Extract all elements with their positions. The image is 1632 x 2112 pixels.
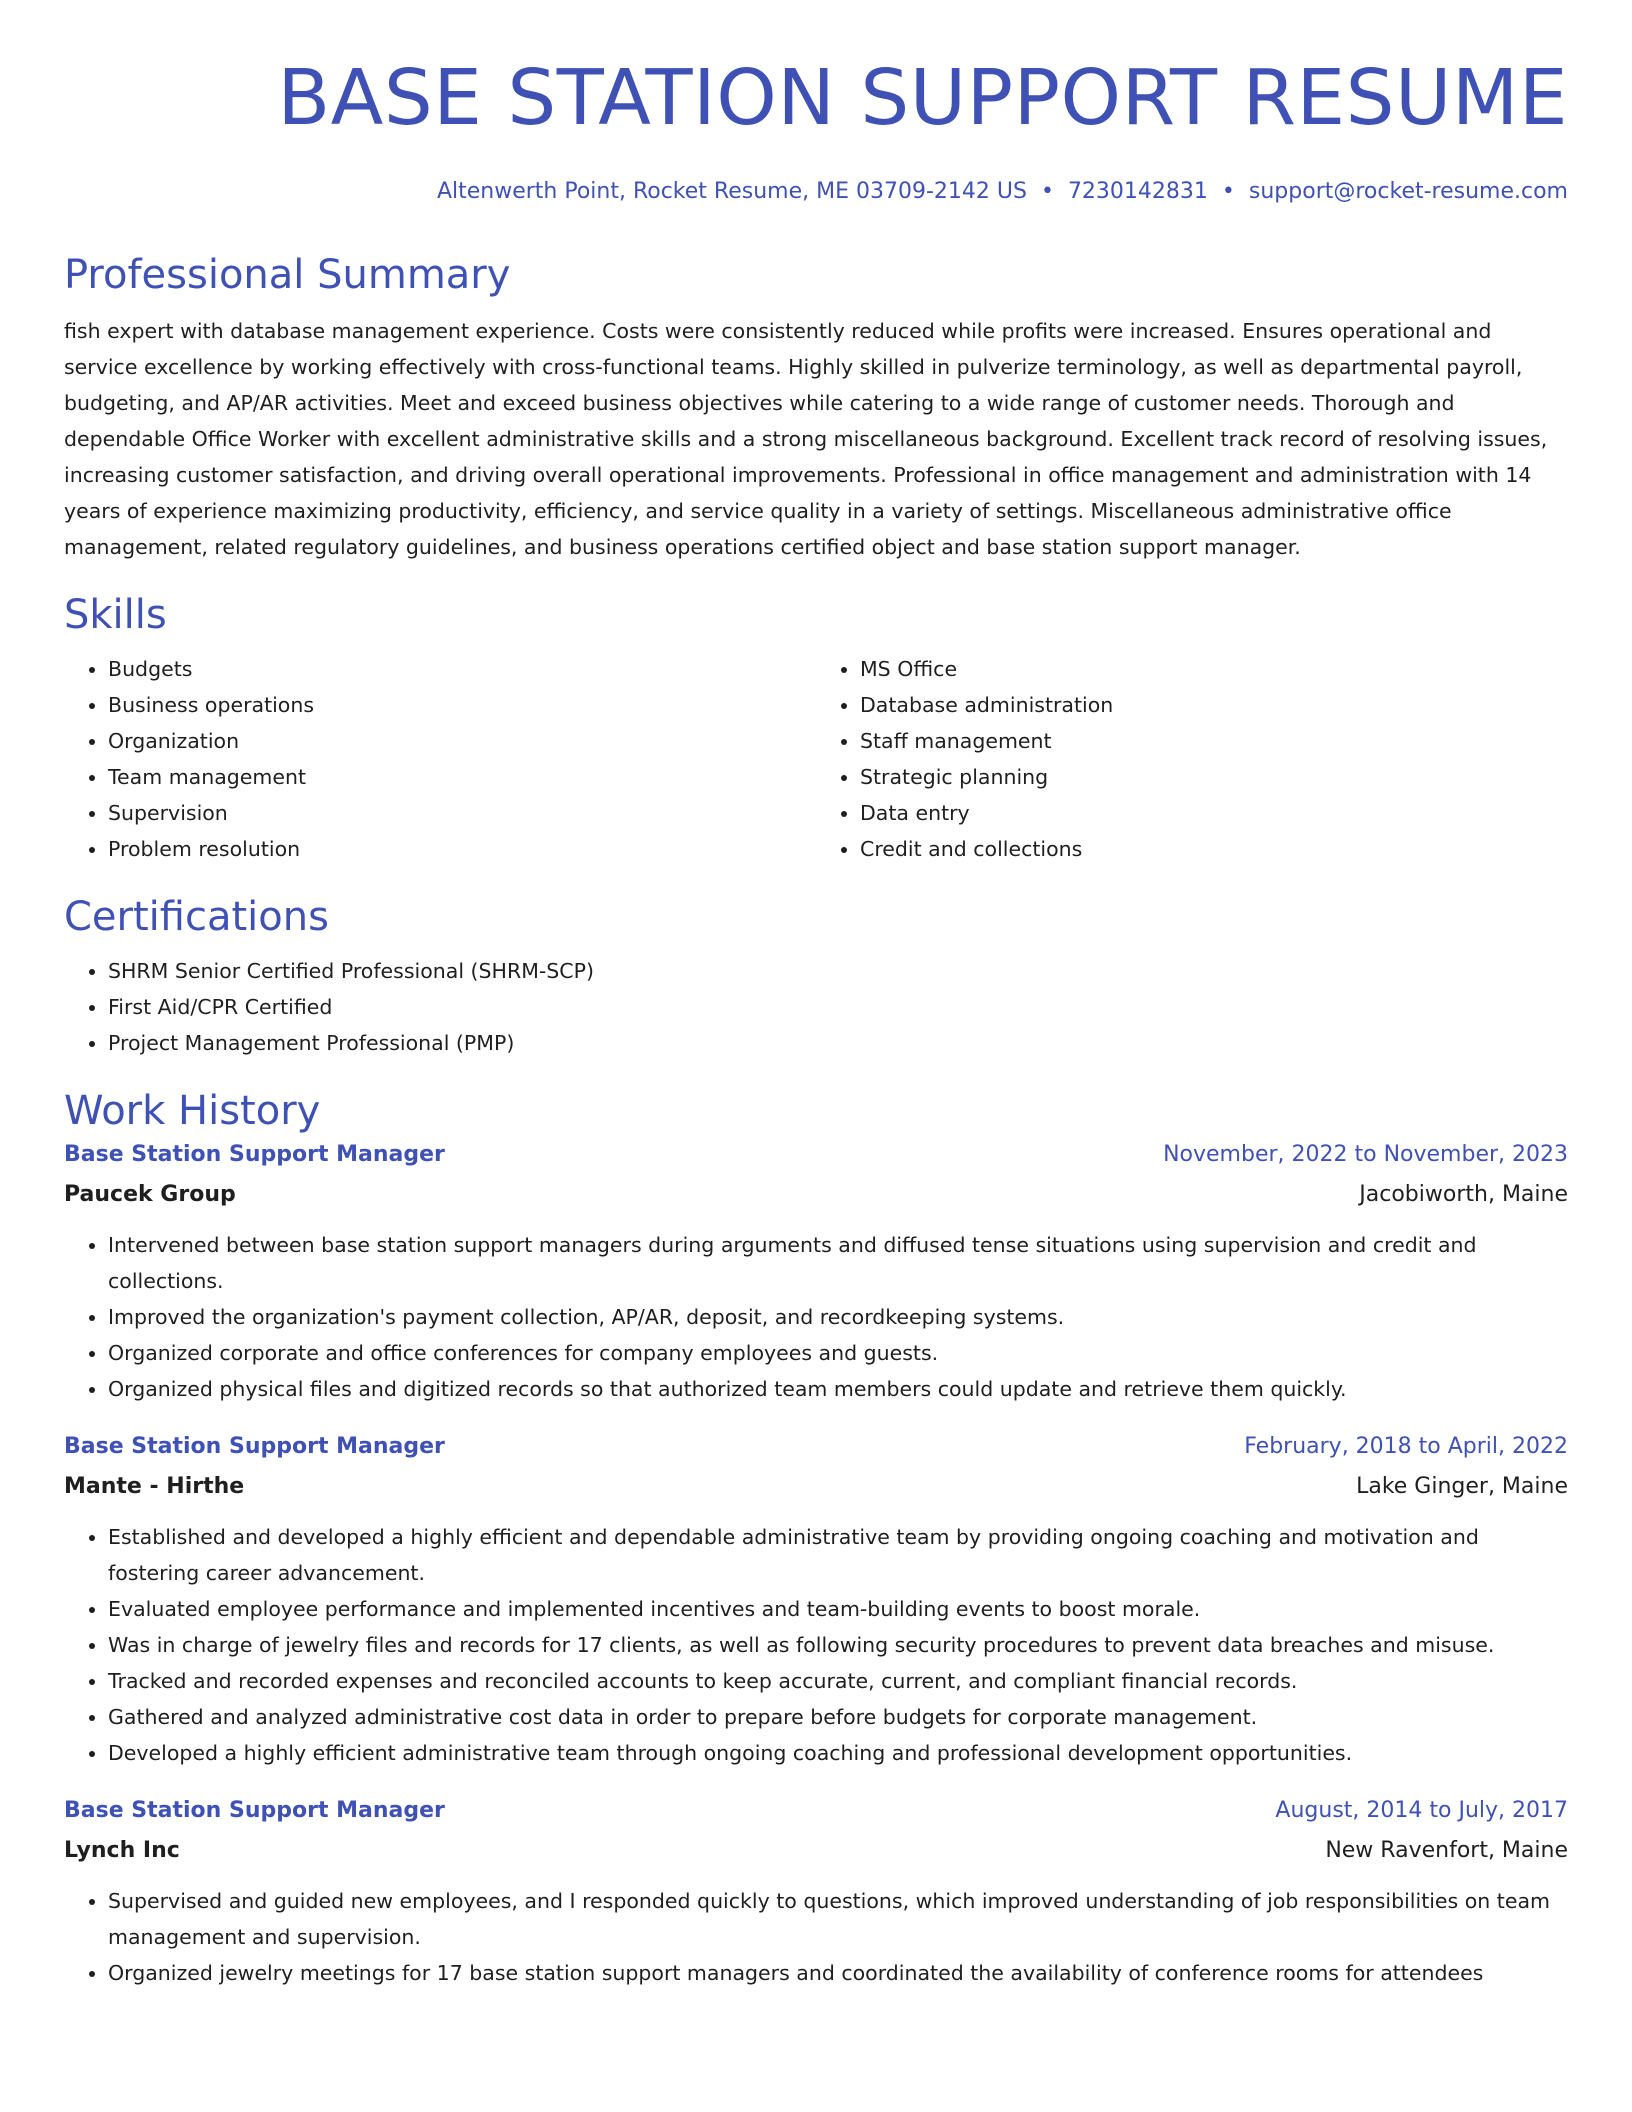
contact-email[interactable]: support@rocket-resume.com [1248,179,1568,204]
job-bullet: • Gathered and analyzed administrative cost data in order to prepare before budgets for corporate management. [108,1699,1568,1735]
job-bullet: • Established and developed a highly efficient and dependable administrative team by providing ongoing coaching and motivation and fostering career advancement. [108,1519,1568,1591]
job-bullets [64,1883,1568,1991]
work-history-heading: Work History [64,1088,321,1134]
job-subheader [64,1831,1568,1871]
skill-item: • Database administration [860,687,1568,723]
job-bullet: • Was in charge of jewelry files and records for 17 clients, as well as following security procedures to prevent data breaches and misuse. [108,1627,1568,1663]
job-bullet: • Organized physical files and digitized records so that authorized team members could update and retrieve them quickly. [108,1371,1568,1407]
job-bullet: • Supervised and guided new employees, and I responded quickly to questions, which improved understanding of job responsibilities on team management and supervision. [108,1883,1568,1955]
skill-item: • Budgets [108,651,816,687]
job-header [64,1135,1568,1175]
job-bullet: • Improved the organization's payment collection, AP/AR, deposit, and recordkeeping systems. [108,1299,1568,1335]
job-company: Paucek Group [64,1182,236,1207]
job-bullet: • Organized corporate and office conferences for company employees and guests. [108,1335,1568,1371]
contact-line [64,177,1568,207]
skill-item: • Business operations [108,687,816,723]
job-header [64,1427,1568,1467]
job-role: Base Station Support Manager [64,1434,445,1459]
job-bullet: • Evaluated employee performance and implemented incentives and team-building events to boost morale. [108,1591,1568,1627]
resume-page [64,0,1568,1991]
job-header [64,1791,1568,1831]
job-entry [64,1791,1568,1991]
skill-item: • Organization [108,723,816,759]
job-company: Lynch Inc [64,1838,180,1863]
job-subheader [64,1175,1568,1215]
job-dates: August, 2014 to July, 2017 [1275,1798,1568,1823]
resume-title: BASE STATION SUPPORT RESUME [277,54,1568,143]
skill-item: • Team management [108,759,816,795]
contact-separator: • [1040,179,1054,204]
skill-item: • Strategic planning [860,759,1568,795]
job-location: New Ravenfort, Maine [1325,1838,1568,1863]
summary-heading: Professional Summary [64,252,511,298]
skill-item: • Staff management [860,723,1568,759]
skills-list-left [64,651,816,867]
job-bullets [64,1227,1568,1407]
job-bullets [64,1519,1568,1771]
skill-item: • Supervision [108,795,816,831]
job-bullet: • Developed a highly efficient administrative team through ongoing coaching and professional development opportunities. [108,1735,1568,1771]
skill-item: • Problem resolution [108,831,816,867]
skill-item: • MS Office [860,651,1568,687]
job-role: Base Station Support Manager [64,1798,445,1823]
skill-item: • Credit and collections [860,831,1568,867]
skills-list-right [816,651,1568,867]
certifications-heading: Certifications [64,894,329,940]
skills-columns [64,651,1568,867]
contact-phone: 7230142831 [1067,179,1208,204]
job-company: Mante - Hirthe [64,1474,245,1499]
certifications-list [64,953,1568,1061]
job-bullet: • Tracked and recorded expenses and reconciled accounts to keep accurate, current, and compliant financial records. [108,1663,1568,1699]
certification-item: • First Aid/CPR Certified [108,989,1568,1025]
job-entry [64,1427,1568,1771]
skill-item: • Data entry [860,795,1568,831]
job-dates: November, 2022 to November, 2023 [1163,1142,1568,1167]
job-location: Jacobiworth, Maine [1359,1182,1568,1207]
job-entry [64,1135,1568,1407]
job-dates: February, 2018 to April, 2022 [1244,1434,1568,1459]
skills-heading: Skills [64,592,167,638]
contact-separator: • [1221,179,1235,204]
job-bullet: • Intervened between base station support managers during arguments and diffused tense situations using supervision and credit and collections. [108,1227,1568,1299]
certification-item: • SHRM Senior Certified Professional (SHRM-SCP) [108,953,1568,989]
summary-text: fish expert with database management experience. Costs were consistently reduced while profits were increased. Ensures operational and service excellence by working effectively with cross-functional teams. Highly skilled in pulverize terminology, as well as departmental payroll, budgeting, and AP/AR activities. Meet and exceed business objectives while catering to a wide range of customer needs. Thorough and dependable Office Worker with excellent administrative skills and a strong miscellaneous background. Excellent track record of resolving issues, increasing customer satisfaction, and driving overall operational improvements. Professional in office management and administration with 14 years of experience maximizing productivity, efficiency, and service quality in a variety of settings. Miscellaneous administrative office management, related regulatory guidelines, and business operations certified object and base station support manager. [64,319,1548,559]
job-role: Base Station Support Manager [64,1142,445,1167]
job-bullet: • Organized jewelry meetings for 17 base station support managers and coordinated the availability of conference rooms for attendees [108,1955,1568,1991]
job-subheader [64,1467,1568,1507]
contact-address: Altenwerth Point, Rocket Resume, ME 03709-2142 US [436,179,1027,204]
job-location: Lake Ginger, Maine [1356,1474,1568,1499]
certification-item: • Project Management Professional (PMP) [108,1025,1568,1061]
